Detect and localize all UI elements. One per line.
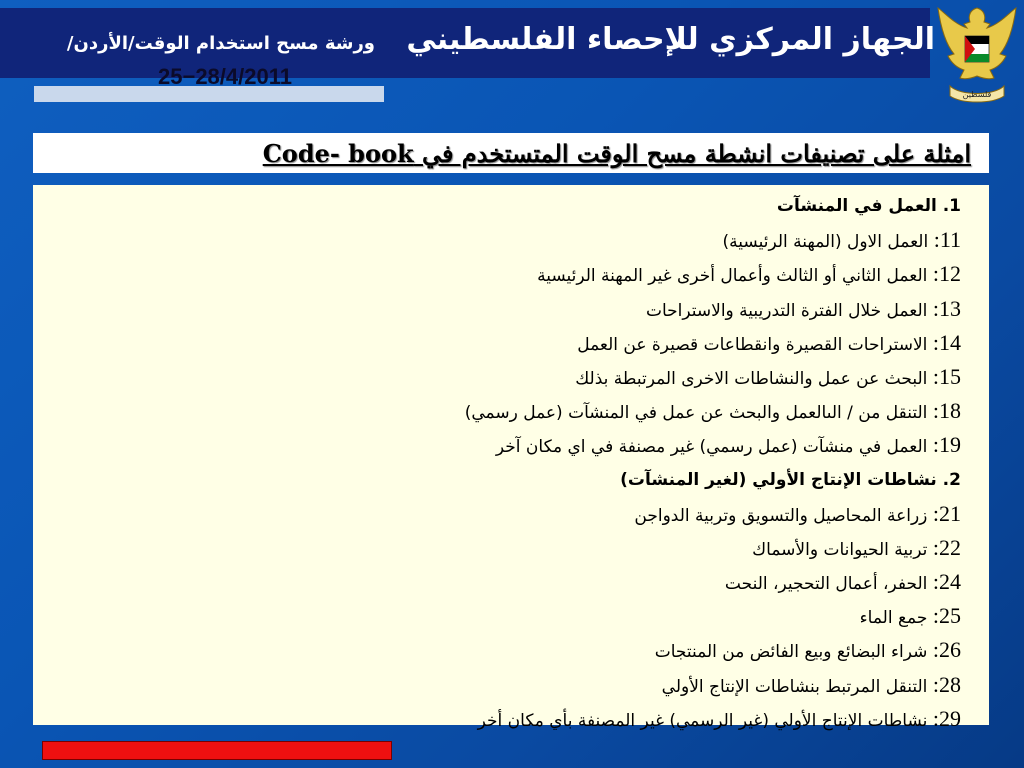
list-item xyxy=(51,497,961,531)
list-item xyxy=(51,292,961,326)
item-separator: : xyxy=(927,432,939,458)
item-text: زراعة المحاصيل والتسويق وتربية الدواجن xyxy=(634,505,928,526)
item-text: العمل الاول (المهنة الرئيسية) xyxy=(722,232,929,253)
item-code: 14 xyxy=(939,329,961,355)
item-text: العمل في منشآت (عمل رسمي) غير مصنفة في اي مكان آخر xyxy=(495,437,928,458)
item-separator: : xyxy=(927,363,939,389)
list-item xyxy=(51,257,961,291)
item-separator: : xyxy=(927,261,939,287)
item-text: شراء البضائع وبيع الفائض من المنتجات xyxy=(654,642,928,663)
list-item xyxy=(51,702,961,736)
item-code: 29 xyxy=(939,705,961,731)
item-code: 22 xyxy=(939,534,961,560)
palestinian-eagle-emblem-icon xyxy=(934,2,1020,106)
red-footer-bar xyxy=(42,741,392,760)
list-item xyxy=(51,223,961,257)
item-code: 26 xyxy=(939,637,961,663)
item-separator: : xyxy=(927,569,939,595)
slide-subtitle: امثلة على تصنيفات انشطة مسح الوقت المتستخدم في Code- book xyxy=(262,139,971,168)
item-separator: : xyxy=(927,603,939,629)
item-text: الاستراحات القصيرة وانقطاعات قصيرة عن العمل xyxy=(577,334,928,355)
item-code: 11 xyxy=(939,227,961,253)
code-list xyxy=(51,189,961,736)
workshop-date: 25−28/4/2011 xyxy=(158,64,292,89)
item-text: العمل خلال الفترة التدريبية والاستراحات xyxy=(645,300,928,321)
emblem-text: فلسطين xyxy=(962,90,992,99)
item-separator: : xyxy=(927,637,939,663)
item-text: الحفر، أعمال التحجير، النحت xyxy=(724,574,928,595)
item-separator: : xyxy=(927,295,939,321)
item-separator: : xyxy=(927,500,939,526)
item-code: 19 xyxy=(939,432,961,458)
list-item xyxy=(51,394,961,428)
item-text: 1. العمل في المنشآت xyxy=(776,196,961,216)
item-separator: : xyxy=(927,398,939,424)
item-code: 18 xyxy=(939,398,961,424)
item-code: 15 xyxy=(939,363,961,389)
item-code: 28 xyxy=(939,671,961,697)
section-heading xyxy=(51,463,961,497)
subtitle-box xyxy=(33,133,989,173)
item-text: جمع الماء xyxy=(859,608,928,629)
list-item xyxy=(51,599,961,633)
list-item xyxy=(51,326,961,360)
list-item xyxy=(51,428,961,462)
workshop-label: ورشة مسح استخدام الوقت/الأردن/ xyxy=(66,33,375,54)
list-item xyxy=(51,531,961,565)
item-text: التنقل من / الىالعمل والبحث عن عمل في المنشآت (عمل رسمي) xyxy=(464,403,928,424)
item-text: تربية الحيوانات والأسماك xyxy=(752,539,928,560)
list-item xyxy=(51,565,961,599)
item-code: 13 xyxy=(939,295,961,321)
item-separator: : xyxy=(927,705,939,731)
item-separator: : xyxy=(927,671,939,697)
item-separator: : xyxy=(927,329,939,355)
item-text: التنقل المرتبط بنشاطات الإنتاج الأولي xyxy=(661,676,928,697)
content-box xyxy=(33,185,989,731)
item-code: 24 xyxy=(939,569,961,595)
item-text: 2. نشاطات الإنتاج الأولي (لغير المنشآت) xyxy=(620,469,961,490)
list-item xyxy=(51,633,961,667)
item-code: 25 xyxy=(939,603,961,629)
item-code: 12 xyxy=(939,261,961,287)
item-text: نشاطات الإنتاج الأولي (غير الرسمي) غير المصنفة بأي مكان أخر xyxy=(477,710,928,731)
list-item xyxy=(51,668,961,702)
item-separator: : xyxy=(928,227,940,253)
item-code: 21 xyxy=(939,500,961,526)
item-separator: : xyxy=(927,534,939,560)
list-item xyxy=(51,360,961,394)
item-text: البحث عن عمل والنشاطات الاخرى المرتبطة بذلك xyxy=(575,368,928,389)
page-title: الجهاز المركزي للإحصاء الفلسطيني xyxy=(406,22,935,57)
item-text: العمل الثاني أو الثالث وأعمال أخرى غير المهنة الرئيسية xyxy=(537,266,928,287)
section-heading xyxy=(51,189,961,223)
